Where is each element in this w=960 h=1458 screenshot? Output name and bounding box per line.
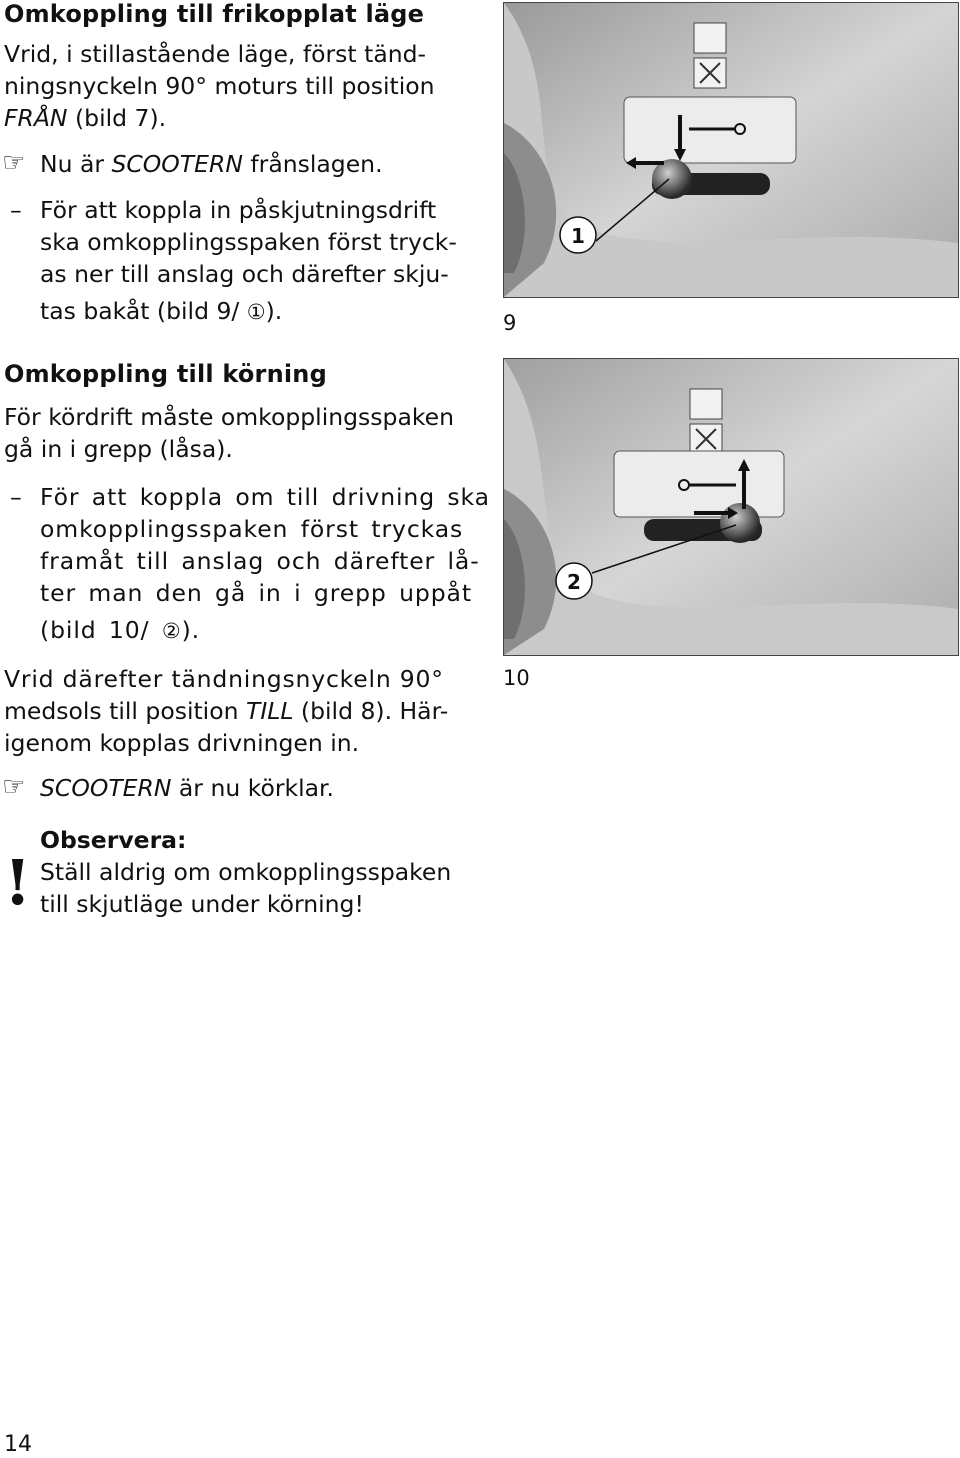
paragraph-drive-mode [4,401,454,465]
hand-pointer-icon: ☞ [2,772,26,802]
paragraph-ignition-on [4,663,448,759]
text-line: till skjutläge under körning! [40,890,364,918]
text-line: Vrid, i stillastående läge, först tänd- [4,40,427,68]
instruction-drive-mode [40,481,490,647]
text-line: omkopplingsspaken först tryckas [40,515,464,543]
hand-pointer-icon: ☞ [2,148,26,178]
text-line: ska omkopplingsspaken först tryck- [40,228,457,256]
text-fragment: (bild 10/ [40,616,162,644]
text-fragment: medsols till position [4,697,246,725]
warning-text [40,856,451,920]
text-fragment: (bild 7). [67,104,167,132]
figure-callout-2: 2 [567,570,581,594]
figure-10-photo [503,358,959,656]
dash-bullet: – [10,483,22,511]
text-line: Vrid därefter tändningsnyckeln 90° [4,665,444,693]
heading-free-mode: Omkoppling till frikopplat läge [4,0,425,28]
callout-ref-2: ② [161,619,182,643]
note-scooter-ready [40,772,334,804]
text-line [40,295,457,328]
position-off-label: FRÅN [4,104,68,132]
text-fragment: Nu är [40,150,112,178]
note-scooter-off [40,148,383,180]
text-line: För att koppla in påskjutningsdrift [40,196,437,224]
dash-bullet: – [10,196,22,224]
text-line [4,102,435,134]
text-fragment: (bild 8). Här- [293,697,449,725]
paragraph-free-mode [4,38,435,134]
warning-title: Observera: [40,826,187,854]
text-line: ter man den gå in i grepp uppåt [40,579,472,607]
instruction-push-mode [40,194,457,328]
text-line: Ställ aldrig om omkopplingsspaken [40,858,452,886]
lever-free-mode-illustration [504,3,958,297]
lever-drive-mode-illustration [504,359,958,655]
text-line: gå in i grepp (låsa). [4,435,233,463]
text-fragment: ). [181,616,201,644]
figure-callout-1: 1 [571,224,585,248]
scooter-label: SCOOTERN [40,774,172,802]
text-line: igenom kopplas drivningen in. [4,729,360,757]
scooter-label: SCOOTERN [111,150,243,178]
callout-ref-1: ① [246,300,266,324]
figure-number-9: 9 [503,311,517,335]
position-on-label: TILL [245,697,294,725]
text-line: framåt till anslag och därefter lå- [40,547,480,575]
text-line: ningsnyckeln 90° moturs till position [4,72,435,100]
text-line [40,614,490,647]
text-fragment: är nu körklar. [171,774,335,802]
text-line: as ner till anslag och därefter skju- [40,260,449,288]
heading-drive-mode: Omkoppling till körning [4,360,327,388]
text-line [4,695,448,727]
figure-number-10: 10 [503,666,530,690]
text-fragment: ). [265,297,283,325]
page-number: 14 [4,1432,32,1457]
text-line: För kördrift måste omkopplingsspaken [4,403,454,431]
text-fragment: frånslagen. [242,150,383,178]
text-fragment: tas bakåt (bild 9/ [40,297,247,325]
figure-9-photo [503,2,959,298]
warning-exclamation-icon: ! [4,846,32,919]
text-line: För att koppla om till drivning ska [40,483,490,511]
